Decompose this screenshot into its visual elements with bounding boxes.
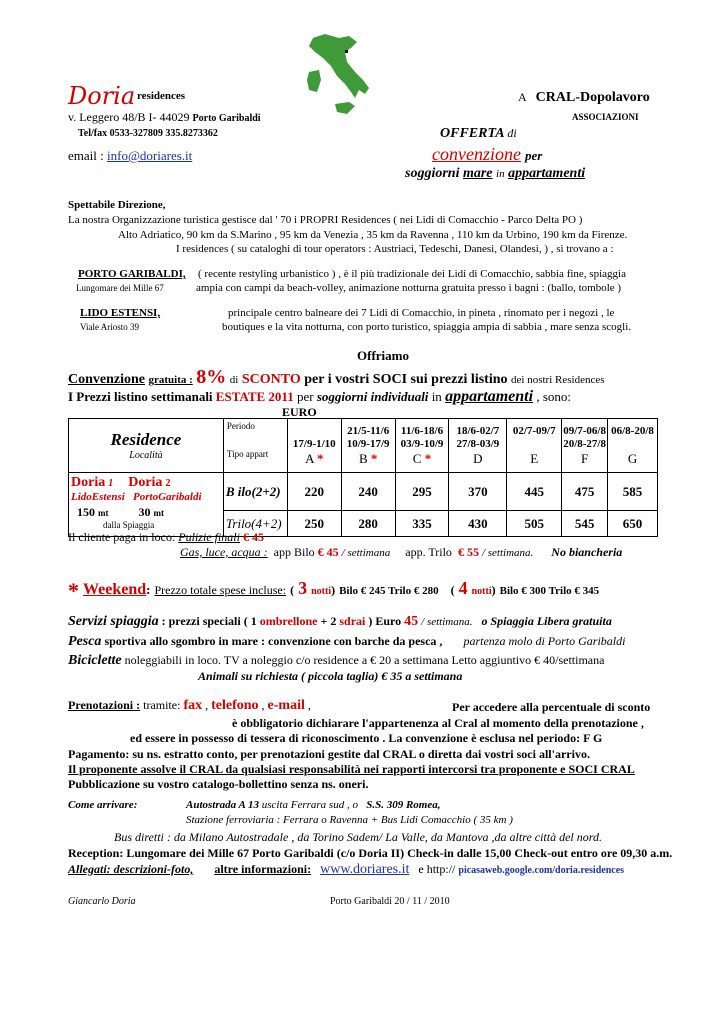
- italy-map-logo: [305, 32, 373, 120]
- bilo-price-b: 240: [341, 473, 395, 511]
- location-porto-desc-2: ampia con campi da beach-volley, animazione notturna gratuita presso i bagni : (ballo, tombole ): [196, 282, 622, 294]
- trilo-type-cell: Trilo(4+2): [223, 511, 287, 537]
- animali-line: Animali su richiesta ( piccola taglia) € 35 a settimana: [198, 669, 463, 683]
- autostrada-line: Autostrada A 13 uscita Ferrara sud , o S.S. 309 Romea,: [186, 799, 441, 811]
- intro-line-2: Alto Adriatico, 90 km da S.Marino , 95 km da Venezia , 35 km da Ravenna , 110 km da Urbino, 190 km da Firenze.: [118, 229, 628, 241]
- trilo-price-b: 280: [341, 511, 395, 537]
- pagamento-line: Pagamento: su ns. estratto conto, per prenotazioni gestite dal CRAL o diretta dai vostri soci all'arrivo.: [68, 747, 590, 761]
- bilo-price-d: 370: [449, 473, 507, 511]
- location-porto-addr: Lungomare dei Mille 67: [76, 283, 164, 293]
- period-g-header: 06/8-20/8 G: [608, 419, 658, 473]
- bus-line: Bus diretti : da Milano Autostradale , da Torino Sadem/ La Valle, da Mantova ,da altre città del nord.: [114, 830, 602, 844]
- offriamo-heading: Offriamo: [357, 348, 409, 363]
- servizi-spiaggia-line: Servizi spiaggia : prezzi speciali ( 1 ombrellone + 2 sdrai ) Euro 45 / settimana. o Spiaggia Libera gratuita: [68, 614, 612, 629]
- utilities-line: Gas, luce, acqua : app Bilo € 45 / settimana app. Trilo € 55 / settimana. No biancheria: [180, 545, 623, 559]
- biciclette-line: Biciclette noleggiabili in loco. TV a noleggio c/o residence a € 20 a settimana Letto aggiuntivo € 40/settimana: [68, 653, 605, 668]
- brand-logo: Doria: [68, 82, 136, 110]
- bilo-price-f: 475: [562, 473, 608, 511]
- website-link[interactable]: www.doriares.it: [320, 862, 410, 877]
- offerta-title: OFFERTA di: [440, 126, 517, 141]
- email-link[interactable]: info@doriares.it: [107, 148, 193, 163]
- residence-cell: Doria 1 Doria 2 LidoEstensi PortoGaribaldi 150 mt 30 mt dalla Spiaggia: [69, 473, 224, 537]
- period-d-header: 18/6-02/7 27/8-03/9 D: [449, 419, 507, 473]
- bilo-price-a: 220: [287, 473, 341, 511]
- associazioni-label: ASSOCIAZIONI: [572, 112, 639, 122]
- bilo-price-e: 445: [507, 473, 562, 511]
- convenzione-line: Convenzione gratuita : 8% di SCONTO per i vostri SOCI sui prezzi listino dei nostri Residences: [68, 366, 605, 388]
- trilo-price-g: 650: [608, 511, 658, 537]
- prenotazioni-line: Prenotazioni : tramite: fax , telefono , e-mail ,: [68, 698, 311, 713]
- loco-line: Il cliente paga in loco: Pulizie finali € 45: [68, 530, 264, 544]
- bilo-type-cell: B ilo(2+2): [223, 473, 287, 511]
- period-e-header: 02/7-09/7 E: [507, 419, 562, 473]
- trilo-price-c: 335: [395, 511, 449, 537]
- picasa-link[interactable]: picasaweb.google.com/doria.residences: [458, 865, 625, 876]
- trilo-price-e: 505: [507, 511, 562, 537]
- residences-label: residences: [137, 90, 186, 102]
- period-f-header: 09/7-06/8 20/8-27/8 F: [562, 419, 608, 473]
- footer-author: Giancarlo Doria: [68, 896, 136, 907]
- intro-line-1: La nostra Organizzazione turistica gestisce dal ' 70 i PROPRI Residences ( nei Lidi di Comacchio - Parco Delta PO ): [68, 214, 583, 226]
- price-table: [68, 418, 658, 537]
- bilo-price-c: 295: [395, 473, 449, 511]
- booking-line-2: è obbligatorio dichiarare l'appartenenza al Cral al momento della prenotazione ,: [232, 716, 644, 730]
- listino-line: I Prezzi listino settimanali ESTATE 2011 per soggiorni individuali in appartamenti , sono:: [68, 388, 571, 405]
- intro-line-3: I residences ( su cataloghi di tour operators : Austriaci, Tedeschi, Danesi, Olandesi, ) , si trovano a :: [176, 243, 614, 255]
- booking-line-3: ed essere in possesso di tessera di riconoscimento . La convenzione è esclusa nel periodo: F G: [130, 731, 603, 745]
- location-porto-desc-1: ( recente restyling urbanistico ) , è il più tradizionale dei Lidi di Comacchio, sabbia fine, spiaggia: [198, 268, 626, 280]
- accedere-line: Per accedere alla percentuale di sconto: [452, 700, 651, 714]
- pubblicazione-line: Pubblicazione su vostro catalogo-bollettino senza ns. oneri.: [68, 777, 369, 791]
- trilo-price-f: 545: [562, 511, 608, 537]
- period-c-header: 11/6-18/6 03/9-10/9 C *: [395, 419, 449, 473]
- location-lido-desc-1: principale centro balneare dei 7 Lidi di Comacchio, in pineta , rinomato per i negozi , le: [228, 307, 615, 319]
- allegati-line: Allegati: descrizioni-foto, altre informazioni: www.doriares.it e http:// picasaweb.google.com/doria.residences: [68, 862, 625, 877]
- period-b-header: 21/5-11/6 10/9-17/9 B *: [341, 419, 395, 473]
- location-lido-desc-2: boutiques e la vita notturna, con porto turistico, spiaggia ampia di sabbia , mare senza scogli.: [222, 321, 632, 333]
- email-line: email : info@doriares.it: [68, 148, 193, 163]
- euro-label: EURO: [282, 405, 317, 419]
- period-a-header: 17/9-1/10 A *: [287, 419, 341, 473]
- proponente-line: Il proponente assolve il CRAL da qualsiasi responsabilità nei rapporti intercorsi tra proponente e SOCI CRAL: [68, 762, 635, 776]
- pesca-line: Pesca sportiva allo sgombro in mare : convenzione con barche da pesca , partenza molo di Porto Garibaldi: [68, 634, 626, 649]
- salutation: Spettabile Direzione,: [68, 199, 166, 211]
- bilo-price-g: 585: [608, 473, 658, 511]
- reception-line: Reception: Lungomare dei Mille 67 Porto Garibaldi (c/o Doria II) Check-in dalle 15,00 Check-out entro ore 09,30 a.m.: [68, 846, 673, 860]
- tel-fax: Tel/fax 0533-327809 335.8273362: [78, 128, 218, 139]
- periodo-header-cell: Periodo Tipo appart: [223, 419, 287, 473]
- address-line: v. Leggero 48/B I- 44029 Porto Garibaldi: [68, 110, 261, 124]
- soggiorni-title: soggiorni mare in appartamenti: [405, 166, 586, 181]
- convenzione-title: convenzione per: [432, 144, 543, 164]
- weekend-line: * Weekend: Prezzo totale spese incluse: ( 3 notti) Bilo € 245 Trilo € 280 ( 4 notti) Bilo € 300 Trilo € 345: [68, 578, 600, 603]
- location-lido-name: LIDO ESTENSI,: [80, 307, 161, 319]
- location-lido-addr: Viale Ariosto 39: [80, 322, 139, 332]
- residence-header-cell: Residence Località: [69, 419, 224, 473]
- recipient-line: A CRAL-Dopolavoro: [518, 90, 650, 105]
- footer-place-date: Porto Garibaldi 20 / 11 / 2010: [330, 896, 450, 907]
- come-arrivare-label: Come arrivare:: [68, 799, 138, 811]
- stazione-line: Stazione ferroviaria : Ferrara o Ravenna + Bus Lidi Comacchio ( 35 km ): [186, 814, 513, 826]
- trilo-price-d: 430: [449, 511, 507, 537]
- trilo-price-a: 250: [287, 511, 341, 537]
- location-porto-name: PORTO GARIBALDI,: [78, 268, 186, 280]
